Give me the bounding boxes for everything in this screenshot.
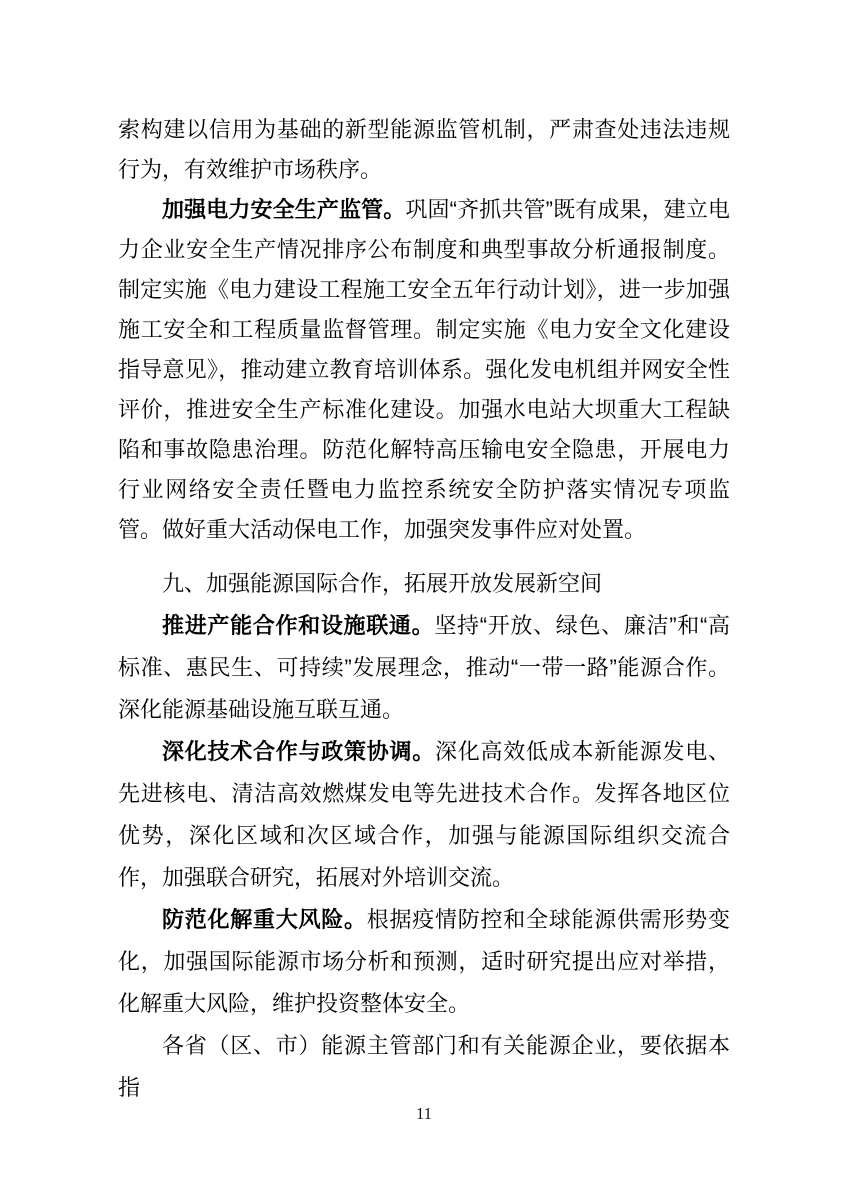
paragraph-risk-prevention xyxy=(118,899,730,1025)
paragraph-tech-cooperation xyxy=(118,731,730,899)
paragraph-continuation xyxy=(118,110,730,190)
paragraph-lead: 深化技术合作与政策协调。 xyxy=(162,739,435,764)
paragraph-text: 根据疫情防控和全球能源供需形势变化，加强国际能源市场分析和预测，适时研究提出应对举措，化解重大风险，维护投资整体安全。 xyxy=(118,907,730,1016)
paragraph-lead: 推进产能合作和设施联通。 xyxy=(162,613,435,638)
paragraph-provinces-directive xyxy=(118,1025,730,1109)
section-heading-text: 九、加强能源国际合作，拓展开放发展新空间 xyxy=(162,571,603,596)
paragraph-text: 坚持“开放、绿色、廉洁”和“高标准、惠民生、可持续”发展理念，推动“一带一路”能源合作。深化能源基础设施互联互通。 xyxy=(118,613,730,722)
paragraph-lead: 防范化解重大风险。 xyxy=(162,907,367,932)
section-heading-nine xyxy=(118,563,730,605)
paragraph-text: 各省（区、市）能源主管部门和有关能源企业，要依据本指 xyxy=(118,1033,730,1100)
paragraph-text: 巩固“齐抓共管”既有成果，建立电力企业安全生产情况排序公布制度和典型事故分析通报制度。制定实施《电力建设工程施工安全五年行动计划》，进一步加强施工安全和工程质量监督管理。制定实施《电力安全文化建设指导意见》，推动建立教育培训体系。强化发电机组并网安全性评价，推进安全生产标准化建设。加强水电站大坝重大工程缺陷和事故隐患治理。防范化解特高压输电安全隐患，开展电力行业网络安全责任暨电力监控系统安全防护落实情况专项监管。做好重大活动保电工作，加强突发事件应对处置。 xyxy=(118,197,730,542)
paragraph-capacity-cooperation xyxy=(118,605,730,731)
paragraph-text: 深化高效低成本新能源发电、先进核电、清洁高效燃煤发电等先进技术合作。发挥各地区位优势，深化区域和次区域合作，加强与能源国际组织交流合作，加强联合研究，拓展对外培训交流。 xyxy=(118,739,730,890)
paragraph-text: 索构建以信用为基础的新型能源监管机制，严肃查处违法违规行为，有效维护市场秩序。 xyxy=(118,117,730,182)
paragraph-lead: 加强电力安全生产监管。 xyxy=(162,197,406,222)
document-body xyxy=(118,110,730,1109)
page-number: 11 xyxy=(415,1104,433,1123)
paragraph-power-safety xyxy=(118,190,730,550)
